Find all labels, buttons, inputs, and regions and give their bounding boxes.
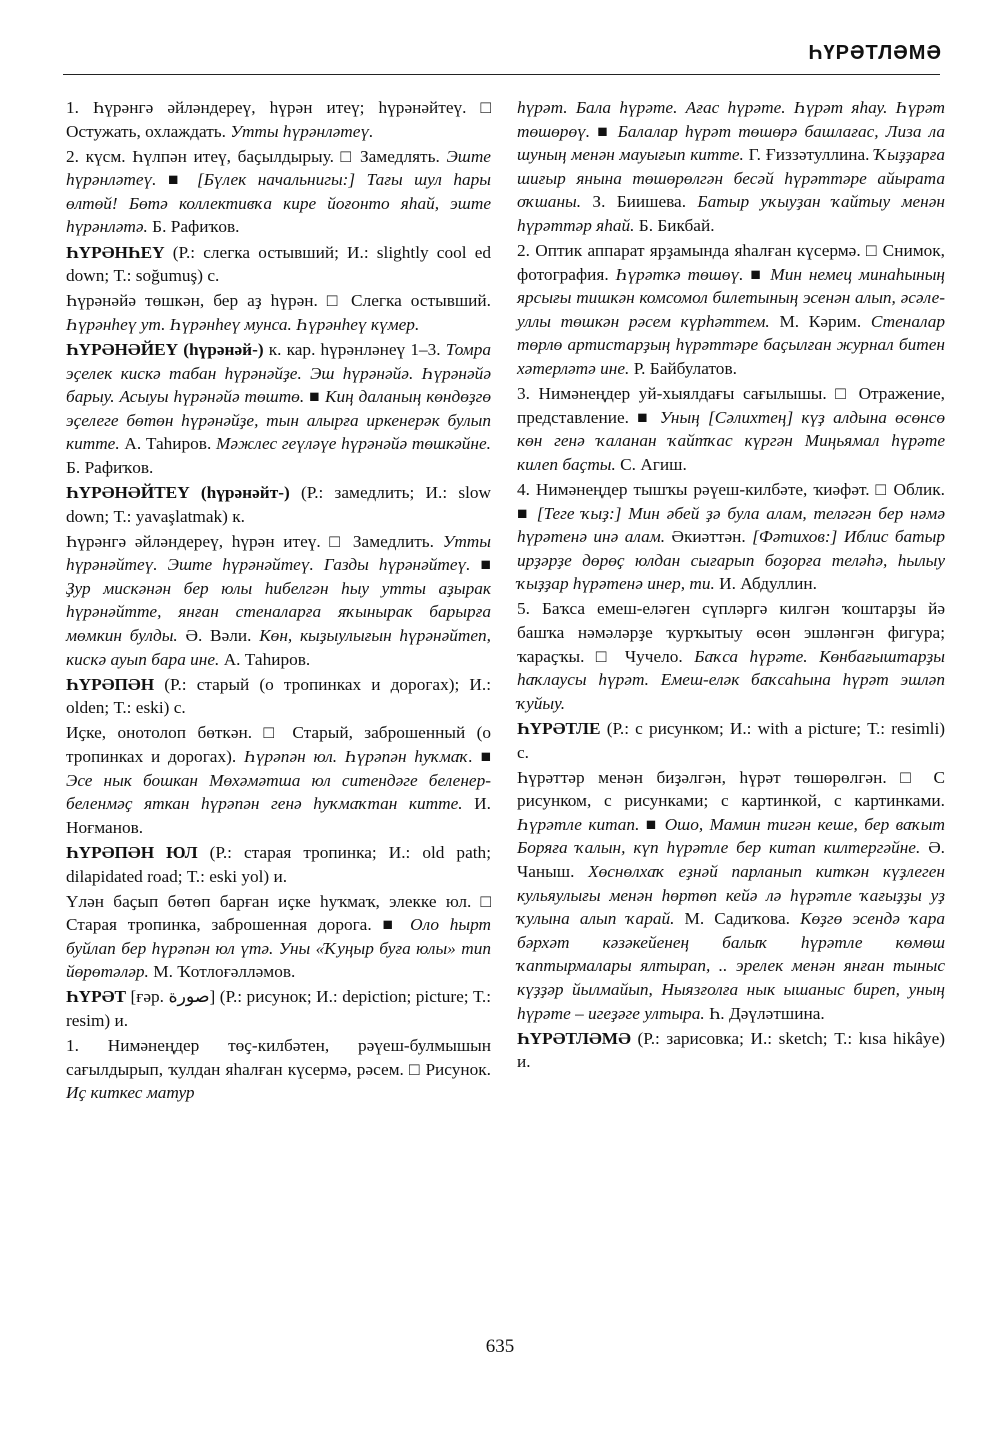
entry-sense (66, 289, 491, 336)
header-rule (63, 74, 940, 75)
example-text: ■ Оло һырт буйлап бер һүрәпән юл үтә. Уны «Ҡуңыр буға юлы» тип йөрөтәләр. (66, 915, 492, 982)
definition-text: (Р.: старый (о тропинках и дорогах); И.: olden; Т.: eski) с. (66, 674, 492, 718)
entry-sense (517, 766, 945, 1026)
example-text: Стеналар төрлө артистарҙың һүрәттәре баҫылған журнал битен хәтерләтә ине. (517, 311, 945, 379)
example-text: Эште һүрәнләтеү. ■ [Бүлек начальнигы:] Тағы шул һары өлтөй! Бөтә коллективҡа кире йоғонто яһай, эште һүрәнләтә. (66, 146, 491, 237)
entry-sense (517, 478, 945, 596)
definition-text: (Р.: замедлить; И.: slow down; Т.: yavaşlatmak) к. (66, 483, 491, 526)
example-text: [Фәтихов:] Иблис батыр ирҙәрҙе дөрөҫ юлдан сығарып боҙорға теләһә, һылыу ҡыҙҙар һүрәтенә инер, ти. (517, 527, 945, 594)
source-citation: Б. Бикбай. (638, 215, 715, 235)
entry-headword-line (66, 985, 491, 1032)
definition-text: 2. күсм. Һүлпән итеү, баҫылдырыу. □ Замедлять. (66, 146, 440, 166)
example-text: Утты һүрәнәйтеү. Эште һүрәнәйтеү. Газды һүрәнәйтеү. ■ Ҙур мискәнән бер юлы һибелгән һыу утты аҙырак һүрәнәйтте, янған стеналарға яҡынырак барырға мөмкин булды. (66, 531, 491, 646)
entry-headword-line (66, 841, 491, 888)
definition-text: Һүрәттәр менән биҙәлгән, һүрәт төшөрөлгән. □ С рисунком, с рисунками; с картинкой, с картинками. (517, 767, 945, 811)
source-citation: Г. Ғиззәтуллина. (748, 145, 870, 165)
entry-sense (517, 96, 945, 238)
definition-text: (Р.: зарисовка; И.: sketch; Т.: kısa hikâye) и. (517, 1028, 945, 1072)
entry-headword-line (517, 717, 945, 764)
source-citation: А. Таһиров. (223, 649, 311, 669)
example-text: Һүрәнһеү ут. Һүрәнһеү мунса. Һүрәнһеү күмер. (66, 314, 420, 334)
running-head: ҺҮРӘТЛӘМӘ (808, 42, 942, 64)
headword: ҺҮРӘТЛӘМӘ (517, 1028, 631, 1048)
entry-headword-line (66, 481, 491, 528)
definition-text: (Р.: слегка остывший; И.: slightly cool ed down; Т.: soğumuş) с. (66, 242, 492, 286)
left-column (66, 96, 491, 1106)
headword: ҺҮРӘТ (66, 987, 127, 1007)
source-citation: А. Таһиров. (124, 434, 212, 454)
source-citation: Ә. Чаныш. (517, 838, 945, 881)
example-text: Һүрәтле китап. ■ Ошо, Мамин тигән кеше, бер ваҡыт Боряға ҡалын, күп һүрәтле бер китап килтергәйне. (517, 814, 945, 858)
example-text: Һүрәткә төшөү. ■ Мин немец минаһының ярсығы тишкән комсомол билетының эсенән алып, әсәле-уллы төшкән рәсем күрһәттем. (517, 264, 945, 331)
headword: ҺҮРӘНӘЙТЕҮ (һүрәнәйт-) (66, 483, 290, 502)
definition-text: (Р.: старая тропинка; И.: old path; dilapidated road; Т.: eski yol) и. (66, 842, 491, 886)
example-text: һүрәт. Бала һүрәте. Ағас һүрәте. Һүрәт яһау. Һүрәт төшөрөү. ■ Балалар һүрәт төшөрә башлағас, Лиза ла шуның менән мауығып китте. (517, 98, 945, 165)
headword: ҺҮРӘНӘЙЕҮ (һүрәнәй-) (66, 339, 264, 359)
example-text: Утты һүрәнләтеү. (230, 121, 374, 141)
definition-text: 1. Нимәнеңдер төҫ-килбәтен, рәүеш-булмышын сағылдырып, ҡулдан яһалған күсермә, рәсем. □ Рисунок. (66, 1036, 491, 1079)
definition-text: 1. Һүрәнгә әйләндереү, һүрән итеү; һүрәнәйтеү. □ Остужать, охлаждать. (66, 98, 491, 141)
example-text: Томра эҫелек кискә табан һүрәнәйҙе. Эш һүрәнәйә. Һүрәнәйә барыу. Асыуы һүрәнәйә төштө. ■ Киң даланың көндөҙгө эҫелеге бөтөн һүрәнәйҙе, тын алырға иркенерәк булып китте. (66, 339, 491, 454)
definition-text: [ғәр. صورة] (Р.: рисунок; И.: depiction; picture; Т.: resim) и. (66, 987, 492, 1031)
source-citation: И. Ноғманов. (66, 794, 491, 837)
example-text: Һүрәпән юл. Һүрәпән һуҡмаҡ. ■ Эсе нык бошкан Мөхәмәтша юл ситендәге беленер-беленмәҫ яткан һүрәпән генә һуҡмаҡтан китте. (66, 747, 492, 814)
entry-sense (66, 96, 491, 143)
source-citation: М. Садиҡова. (684, 909, 790, 929)
page-number: 635 (485, 1336, 515, 1357)
source-citation: Б. Рафиҡов. (66, 457, 154, 477)
example-text: Ҡыҙҙарға шиғыр янына төшөрөлгән бесәй һүрәттәре айырата оҡшаны. (517, 145, 945, 212)
example-text: Көҙгө эсендә ҡара бәрхәт кәзәкейенең балыҡ һүрәтле көмөш ҡаптырмалары ялтырап, .. эрелек менән янған тыныс күҙҙәр йылмайып, Ныязғолға нык ышаныс биреп, уның һүрәте – игеҙәге ултыра. (517, 909, 945, 1023)
entry-sense (517, 382, 945, 476)
example-text: Батыр уҡыуҙан ҡайтыу менән һүрәттәр яһай. (517, 192, 946, 235)
source-citation: З. Биишева. (592, 192, 687, 212)
definition-text: 5. Баҡса емеш-еләген сүпләргә килгән ҡоштарҙы йә башҡа нәмәләрҙе ҡурҡытыу өсөн эшләнгән фигура; ҡараҫҡы. □ Чучело. (517, 599, 945, 666)
headword: ҺҮРӘТЛЕ (517, 718, 601, 738)
definition-text: к. кар. һүрәнләнеү 1–3. (268, 339, 441, 359)
entry-headword-line (66, 338, 491, 480)
entry-sense (517, 597, 945, 715)
source-citation: М. Кәрим. (779, 311, 862, 331)
entry-sense (66, 721, 491, 839)
entry-sense (66, 1034, 491, 1105)
definition-text: 3. Нимәнеңдер уй-хыялдағы сағылышы. □ Отражение, представление. (517, 384, 945, 427)
definition-text: (Р.: с рисунком; И.: with a picture; Т.: resimli) с. (517, 718, 945, 762)
entry-sense (66, 145, 491, 239)
example-text: ■ Уның [Сәлихтең] күҙ алдына өсөнсө көн генә ҡаланан ҡайтҡас күргән Миңьямал һүрәте килеп баҫты. (517, 407, 945, 474)
entry-headword-line (66, 673, 491, 720)
definition-text: Иҫке, онотолоп бөткән. □ Старый, заброшенный (о тропинках и дорогах). (66, 723, 491, 767)
source-citation: И. Абдуллин. (719, 574, 817, 594)
entry-headword-line (66, 241, 491, 288)
entry-sense (517, 239, 945, 381)
definition-text: Һүрәнәйә төшкән, бер аҙ һүрән. □ Слегка остывший. (66, 291, 491, 311)
source-citation: Б. Рафиҡов. (152, 217, 240, 237)
right-column (517, 96, 945, 1075)
entry-headword-line (517, 1027, 945, 1074)
source-citation: Р. Байбулатов. (633, 359, 737, 379)
definition-text: Үлән баҫып бөтөп барған иҫке һуҡмаҡ, элекке юл. □ Старая тропинка, заброшенная дорога. (66, 891, 491, 935)
source-citation: Ә. Вәли. (185, 626, 252, 646)
headword: ҺҮРӘПӘН ЮЛ (66, 842, 198, 862)
source-citation: Әкиәттән. (671, 527, 746, 547)
source-citation: М. Ҡотлоғәлләмов. (153, 962, 296, 982)
headword: ҺҮРӘНҺЕҮ (66, 242, 165, 262)
example-text: Баҡса һүрәте. Көнбағыштарҙы һаҡлаусы һүрәт. Емеш-еләк баҡсаһына һүрәт эшләп ҡуйыу. (517, 646, 946, 713)
source-citation: Һ. Дәүләтшина. (709, 1003, 825, 1023)
definition-text: 4. Нимәнеңдер тышҡы рәүеш-килбәте, ҡиәфәт. □ Облик. (517, 480, 945, 499)
source-citation: С. Агиш. (620, 454, 687, 474)
example-text: Иҫ киткес матур (66, 1083, 195, 1103)
headword: ҺҮРӘПӘН (66, 674, 155, 694)
entry-sense (66, 890, 491, 984)
example-text: ■ [Теге ҡыҙ:] Мин әбей ҙә була алам, теләгән бер нәмә һүрәтенә инә алам. (517, 503, 945, 547)
entry-sense (66, 530, 491, 672)
definition-text: 2. Оптик аппарат ярҙамында яһалған күсермә. □ Снимок, фотография. (517, 241, 945, 284)
example-text: Мәжлес геүләүе һүрәнәйә төшкәйне. (215, 434, 491, 454)
definition-text: Һүрәнгә әйләндереү, һүрән итеү. □ Замедлить. (66, 531, 435, 551)
example-text: Көн, кыҙыулығын һүрәнәйтеп, кискә ауып бара ине. (66, 626, 492, 669)
example-text: Хөснөлхаҡ еҙнәй парланып киткән күҙлеген кульяулығы менән һөртөп кейә лә һүрәтле ҡағыҙҙы уҙ ҡулына алып ҡарай. (517, 862, 946, 929)
